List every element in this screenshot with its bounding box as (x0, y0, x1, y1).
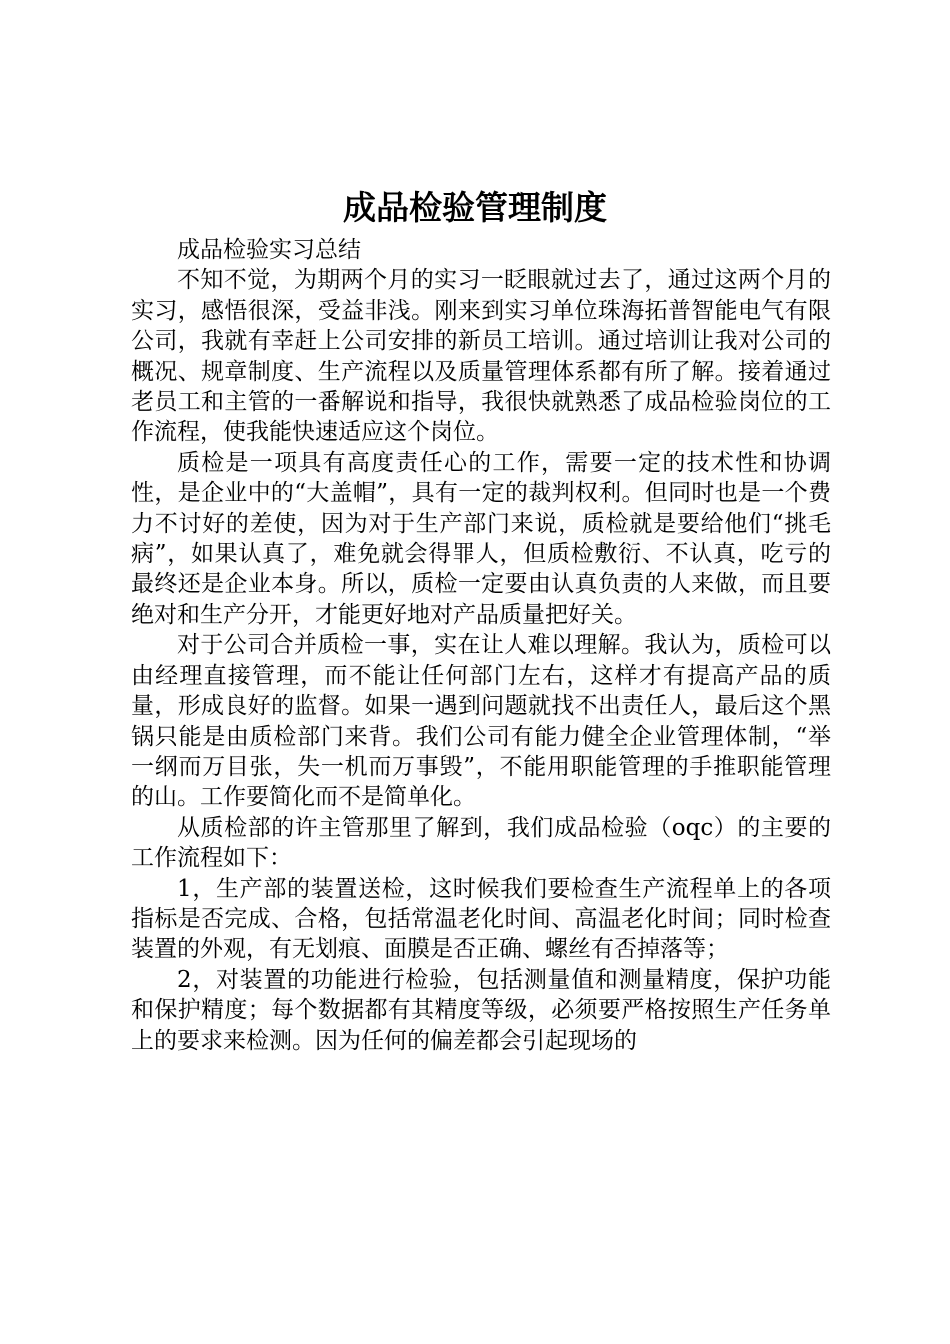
document-title: 成品检验管理制度 (343, 188, 607, 227)
paragraph-subtitle: 成品检验实习总结 (177, 237, 361, 263)
paragraph-step-2: 2，对装置的功能进行检验，包括测量值和测量精度，保护功能和保护精度；每个数据都有其精度等级，必须要严格按照生产任务单上的要求来检测。因为任何的偏差都会引起现场的 (131, 966, 831, 1054)
paragraph-quality-role: 质检是一项具有高度责任心的工作，需要一定的技术性和协调性，是企业中的“大盖帽”，具有一定的裁判权利。但同时也是一个费力不讨好的差使，因为对于生产部门来说，质检就是要给他们“挑毛病”，如果认真了，难免就会得罪人，但质检敷衍、不认真，吃亏的最终还是企业本身。所以，质检一定要由认真负责的人来做，而且要绝对和生产分开，才能更好地对产品质量把好关。 (131, 449, 831, 628)
paragraph-workflow-intro: 从质检部的许主管那里了解到，我们成品检验（oqc）的主要的工作流程如下： (131, 814, 831, 872)
paragraph-step-1: 1，生产部的装置送检，这时候我们要检查生产流程单上的各项指标是否完成、合格，包括常温老化时间、高温老化时间；同时检查装置的外观，有无划痕、面膜是否正确、螺丝有否掉落等； (131, 875, 831, 963)
document-body (131, 235, 831, 1056)
paragraph-intro: 不知不觉，为期两个月的实习一眨眼就过去了，通过这两个月的实习，感悟很深，受益非浅。刚来到实习单位珠海拓普智能电气有限公司，我就有幸赶上公司安排的新员工培训。通过培训让我对公司的概况、规章制度、生产流程以及质量管理体系都有所了解。接着通过老员工和主管的一番解说和指导，我很快就熟悉了成品检验岗位的工作流程，使我能快速适应这个岗位。 (131, 267, 831, 446)
paragraph-merger-opinion: 对于公司合并质检一事，实在让人难以理解。我认为，质检可以由经理直接管理，而不能让任何部门左右，这样才有提高产品的质量，形成良好的监督。如果一遇到问题就找不出责任人，最后这个黑锅只能是由质检部门来背。我们公司有能力健全企业管理体制，“举一纲而万目张，失一机而万事毁”，不能用职能管理的手推职能管理的山。工作要简化而不是简单化。 (131, 632, 831, 811)
